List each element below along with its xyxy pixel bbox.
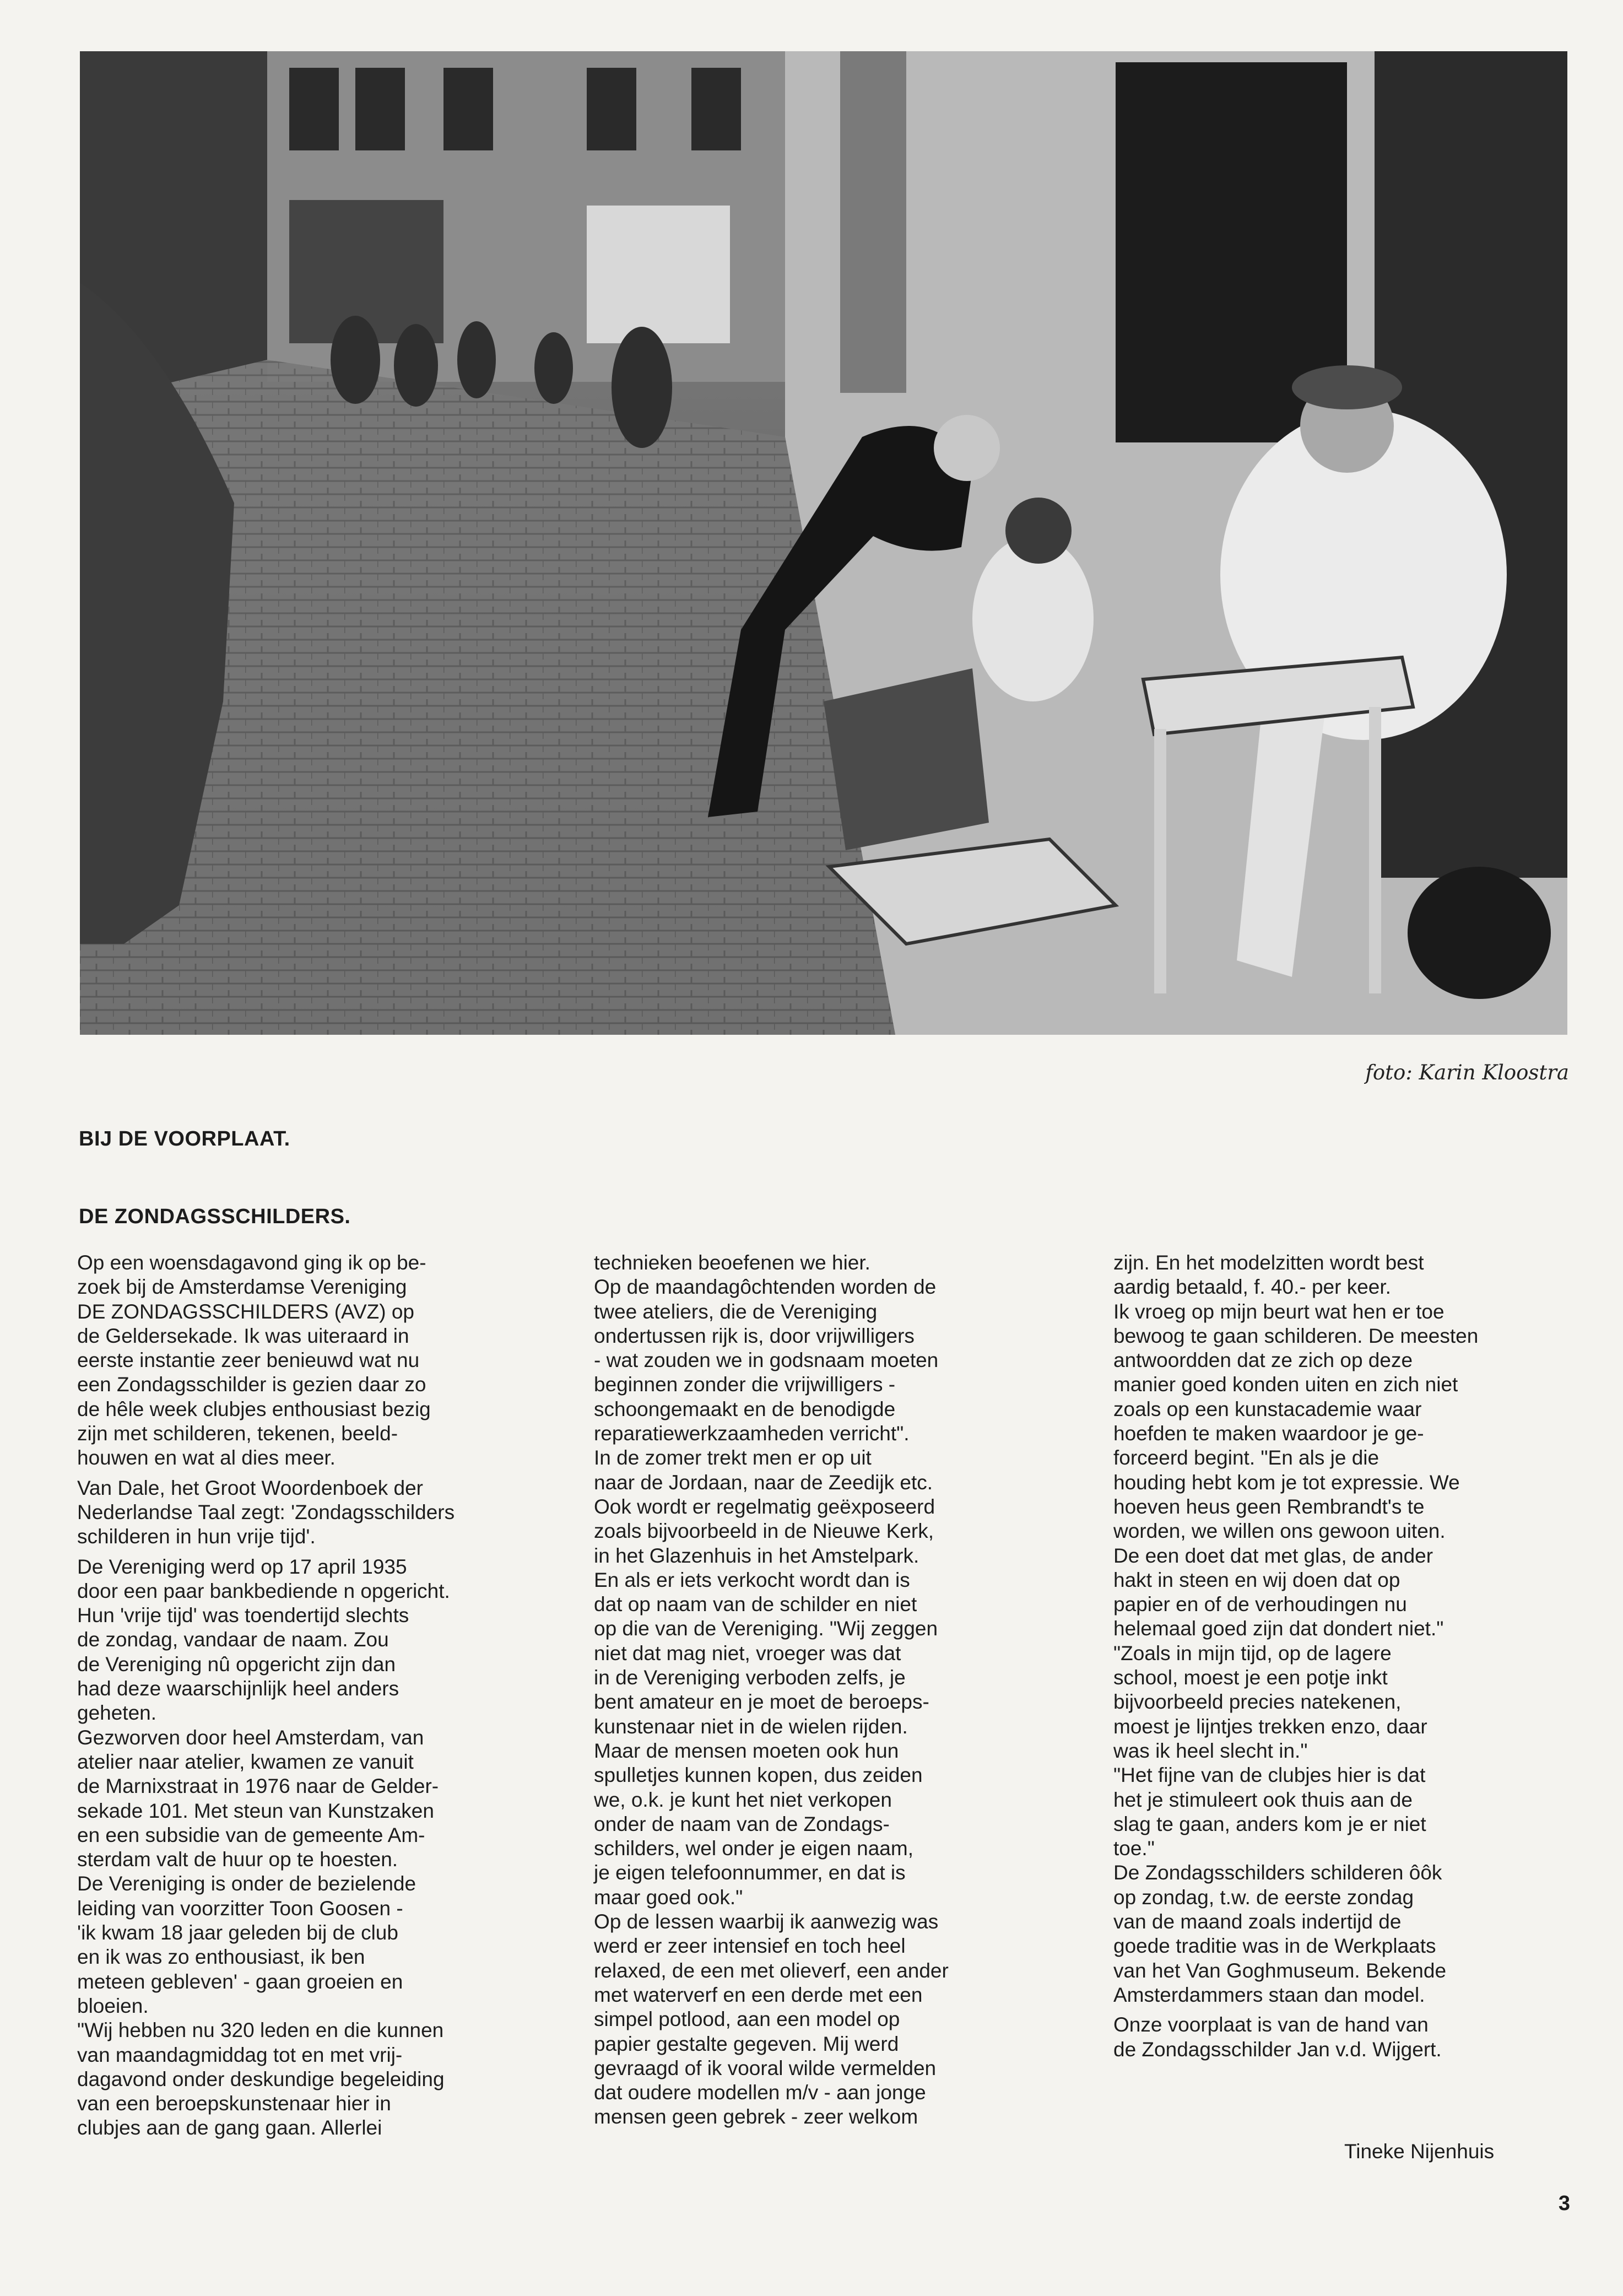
text-line: sterdam valt de huur op te hoesten. <box>77 1848 398 1871</box>
text-line: geheten. <box>77 1701 157 1725</box>
text-line: de hêle week clubjes enthousiast bezig <box>77 1397 431 1420</box>
text-line: schilderen in hun vrije tijd'. <box>77 1525 316 1548</box>
text-line: onder de naam van de Zondags- <box>594 1812 890 1835</box>
text-line: dagavond onder deskundige begeleiding <box>77 2067 445 2090</box>
text-line: Gezworven door heel Amsterdam, van <box>77 1726 424 1749</box>
paragraph-gap <box>77 1471 562 1476</box>
text-line: de Marnixstraat in 1976 naar de Gelder- <box>77 1775 439 1798</box>
text-line: sekade 101. Met steun van Kunstzaken <box>77 1799 434 1822</box>
article-column-1 <box>77 1251 562 2141</box>
text-line: niet dat mag niet, vroeger was dat <box>594 1641 901 1665</box>
text-line: toe." <box>1113 1837 1155 1860</box>
text-line: in de Vereniging verboden zelfs, je <box>594 1666 906 1689</box>
text-line: zijn. En het modelzitten wordt best <box>1113 1251 1424 1274</box>
text-line: had deze waarschijnlijk heel anders <box>77 1677 399 1700</box>
text-line: helemaal goed zijn dat dondert niet." <box>1113 1617 1444 1640</box>
article-column-2 <box>594 1251 1079 2130</box>
text-line: Onze voorplaat is van de hand van <box>1113 2013 1429 2036</box>
text-line: De Vereniging werd op 17 april 1935 <box>77 1555 407 1578</box>
paragraph-gap <box>77 1549 562 1555</box>
text-line: leiding van voorzitter Toon Goosen - <box>77 1897 403 1920</box>
text-line: aardig betaald, f. 40.- per keer. <box>1113 1276 1391 1299</box>
text-line: de Vereniging nû opgericht zijn dan <box>77 1652 396 1676</box>
text-line: worden, we willen ons gewoon uiten. <box>1113 1520 1446 1543</box>
text-line: hoeven heus geen Rembrandt's te <box>1113 1495 1425 1518</box>
text-line: we, o.k. je kunt het niet verkopen <box>594 1788 892 1811</box>
text-line: Ook wordt er regelmatig geëxposeerd <box>594 1495 935 1518</box>
text-line: beginnen zonder die vrijwilligers - <box>594 1373 896 1396</box>
cover-photo <box>80 51 1567 1035</box>
text-line: hoefden te maken waardoor je ge- <box>1113 1422 1424 1445</box>
text-line: "Zoals in mijn tijd, op de lagere <box>1113 1641 1392 1665</box>
text-line: van een beroepskunstenaar hier in <box>77 2092 391 2115</box>
text-line: papier en of de verhoudingen nu <box>1113 1593 1407 1616</box>
text-line: reparatiewerkzaamheden verricht". <box>594 1422 910 1445</box>
author-signature: Tineke Nijenhuis <box>1344 2140 1495 2163</box>
page-number: 3 <box>1558 2192 1570 2215</box>
text-line: zijn met schilderen, tekenen, beeld- <box>77 1422 398 1445</box>
text-line: simpel potlood, aan een model op <box>594 2008 900 2031</box>
article-column-3 <box>1113 1251 1598 2062</box>
text-line: van de maand zoals indertijd de <box>1113 1910 1402 1933</box>
text-line: en ik was zo enthousiast, ik ben <box>77 1946 365 1969</box>
text-line: Op een woensdagavond ging ik op be- <box>77 1251 426 1274</box>
text-line: school, moest je een potje inkt <box>1113 1666 1388 1689</box>
text-line: twee ateliers, die de Vereniging <box>594 1300 878 1323</box>
text-line: de zondag, vandaar de naam. Zou <box>77 1628 389 1651</box>
text-line: Op de lessen waarbij ik aanwezig was <box>594 1910 939 1933</box>
text-line: "Wij hebben nu 320 leden en die kunnen <box>77 2019 444 2042</box>
text-line: meteen gebleven' - gaan groeien en <box>77 1970 403 1993</box>
text-line: atelier naar atelier, kwamen ze vanuit <box>77 1750 414 1773</box>
text-line: De Zondagsschilders schilderen ôôk <box>1113 1861 1442 1884</box>
text-line: "Het fijne van de clubjes hier is dat <box>1113 1764 1426 1787</box>
text-line: bloeien. <box>77 1994 149 2017</box>
text-line: maar goed ook." <box>594 1886 743 1909</box>
text-line: 'ik kwam 18 jaar geleden bij de club <box>77 1921 398 1944</box>
text-line: Hun 'vrije tijd' was toendertijd slechts <box>77 1604 409 1627</box>
text-line: papier gestalte gegeven. Mij werd <box>594 2032 899 2055</box>
text-line: DE ZONDAGSSCHILDERS (AVZ) op <box>77 1300 414 1323</box>
text-line: dat oudere modellen m/v - aan jonge <box>594 2081 926 2104</box>
text-line: Van Dale, het Groot Woordenboek der <box>77 1476 424 1499</box>
text-line: forceerd begint. "En als je die <box>1113 1446 1379 1470</box>
text-line: was ik heel slecht in." <box>1113 1739 1308 1762</box>
text-line: Ik vroeg op mijn beurt wat hen er toe <box>1113 1300 1445 1323</box>
text-line: op zondag, t.w. de eerste zondag <box>1113 1886 1414 1909</box>
text-line: en een subsidie van de gemeente Am- <box>77 1823 425 1846</box>
text-line: van maandagmiddag tot en met vrij- <box>77 2043 403 2066</box>
text-line: bent amateur en je moet de beroeps- <box>594 1690 929 1714</box>
text-line: eerste instantie zeer benieuwd wat nu <box>77 1349 420 1372</box>
text-line: de Geldersekade. Ik was uiteraard in <box>77 1324 409 1347</box>
text-line: het je stimuleert ook thuis aan de <box>1113 1788 1413 1811</box>
text-line: mensen geen gebrek - zeer welkom <box>594 2105 918 2128</box>
text-line: werd er zeer intensief en toch heel <box>594 1935 906 1958</box>
text-line: houding hebt kom je tot expressie. We <box>1113 1471 1460 1494</box>
paragraph-gap <box>1113 2007 1598 2013</box>
text-line: De Vereniging is onder de bezielende <box>77 1872 416 1895</box>
text-line: ondertussen rijk is, door vrijwilligers <box>594 1324 915 1347</box>
text-line: hakt in steen en wij doen dat op <box>1113 1568 1400 1591</box>
text-line: En als er iets verkocht wordt dan is <box>594 1568 910 1591</box>
text-line: dat op naam van de schilder en niet <box>594 1593 917 1616</box>
text-line: - wat zouden we in godsnaam moeten <box>594 1349 939 1372</box>
text-line: bijvoorbeeld precies natekenen, <box>1113 1690 1402 1714</box>
text-line: zoals op een kunstacademie waar <box>1113 1397 1422 1420</box>
text-line: slag te gaan, anders kom je er niet <box>1113 1812 1426 1835</box>
text-line: in het Glazenhuis in het Amstelpark. <box>594 1544 919 1567</box>
text-line: relaxed, de een met olieverf, een ander <box>594 1959 949 1982</box>
text-line: clubjes aan de gang gaan. Allerlei <box>77 2116 382 2140</box>
text-line: op die van de Vereniging. "Wij zeggen <box>594 1617 938 1640</box>
text-line: spulletjes kunnen kopen, dus zeiden <box>594 1764 923 1787</box>
text-line: een Zondagsschilder is gezien daar zo <box>77 1373 426 1396</box>
text-line: naar de Jordaan, naar de Zeedijk etc. <box>594 1471 933 1494</box>
text-line: van het Van Goghmuseum. Bekende <box>1113 1959 1447 1982</box>
text-line: gevraagd of ik vooral wilde vermelden <box>594 2056 937 2079</box>
text-line: schilders, wel onder je eigen naam, <box>594 1837 913 1860</box>
text-line: Amsterdammers staan dan model. <box>1113 1983 1425 2006</box>
text-line: Maar de mensen moeten ook hun <box>594 1739 899 1762</box>
street-scene-image <box>80 51 1567 1035</box>
section-heading: BIJ DE VOORPLAAT. <box>79 1127 290 1150</box>
text-line: Op de maandagôchtenden worden de <box>594 1276 937 1299</box>
text-line: bewoog te gaan schilderen. De meesten <box>1113 1324 1479 1347</box>
text-line: de Zondagsschilder Jan v.d. Wijgert. <box>1113 2038 1442 2061</box>
text-line: De een doet dat met glas, de ander <box>1113 1544 1433 1567</box>
article-title: DE ZONDAGSSCHILDERS. <box>79 1205 351 1228</box>
text-line: zoals bijvoorbeeld in de Nieuwe Kerk, <box>594 1520 934 1543</box>
text-line: houwen en wat al dies meer. <box>77 1446 336 1470</box>
text-line: schoongemaakt en de benodigde <box>594 1397 896 1420</box>
text-line: Nederlandse Taal zegt: 'Zondagsschilders <box>77 1500 455 1524</box>
photo-credit: foto: Karin Kloostra <box>1365 1061 1569 1084</box>
text-line: met waterverf en een derde met een <box>594 1983 923 2006</box>
text-line: zoek bij de Amsterdamse Vereniging <box>77 1276 407 1299</box>
text-line: manier goed konden uiten en zich niet <box>1113 1373 1458 1396</box>
text-line: antwoordden dat ze zich op deze <box>1113 1349 1413 1372</box>
text-line: technieken beoefenen we hier. <box>594 1251 870 1274</box>
text-line: je eigen telefoonnummer, en dat is <box>594 1861 906 1884</box>
text-line: door een paar bankbediende n opgericht. <box>77 1579 450 1602</box>
text-line: goede traditie was in de Werkplaats <box>1113 1935 1436 1958</box>
text-line: In de zomer trekt men er op uit <box>594 1446 872 1470</box>
text-line: kunstenaar niet in de wielen rijden. <box>594 1715 908 1738</box>
text-line: moest je lijntjes trekken enzo, daar <box>1113 1715 1427 1738</box>
